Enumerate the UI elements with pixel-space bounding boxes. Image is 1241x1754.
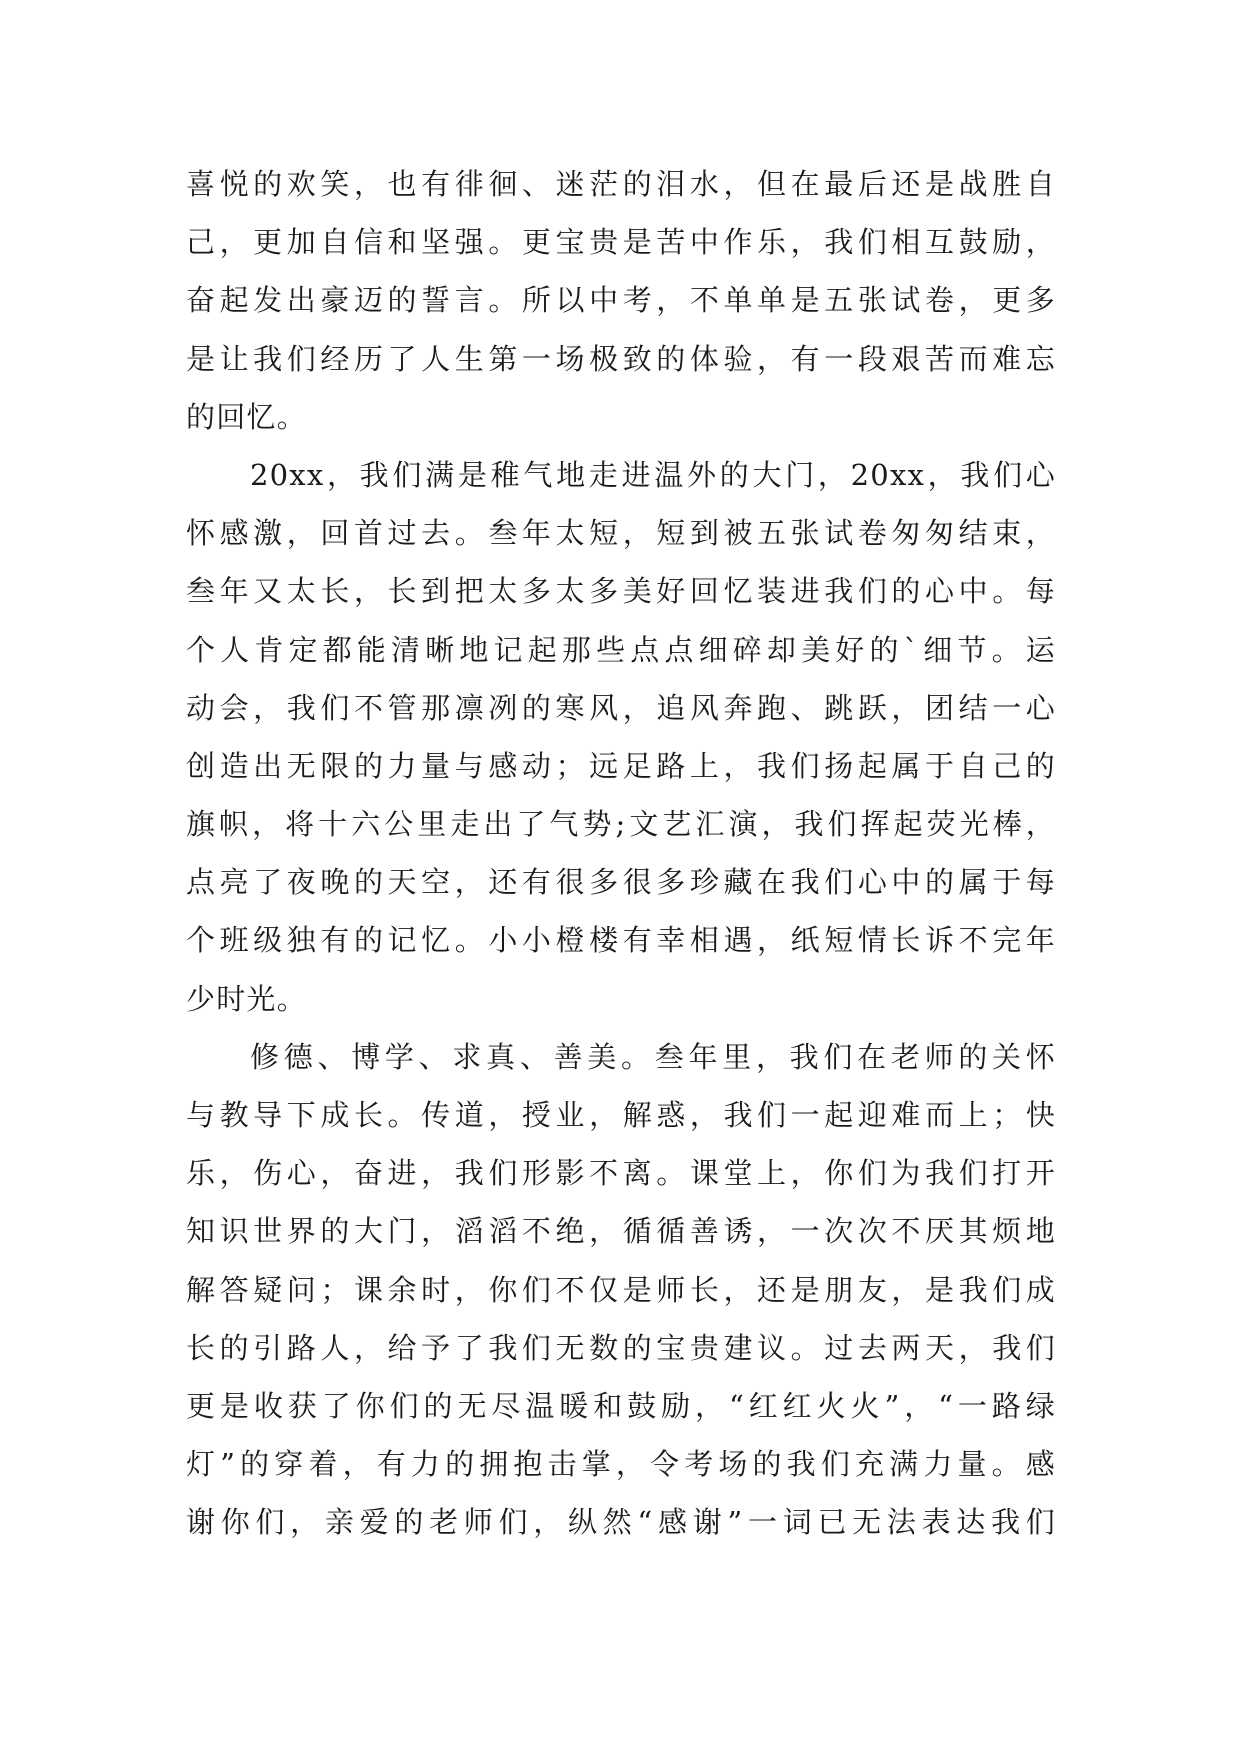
paragraph xyxy=(186,446,1056,1028)
text-line: 长的引路人，给予了我们无数的宝贵建议。过去两天，我们 xyxy=(186,1330,1056,1365)
text-line: 奋起发出豪迈的誓言。所以中考，不单单是五张试卷，更多 xyxy=(186,283,1056,318)
text-line: 个人肯定都能清晰地记起那些点点细碎却美好的`细节。运 xyxy=(186,632,1056,667)
text-line: 更是收获了你们的无尽温暖和鼓励，“红红火火”，“一路绿 xyxy=(186,1388,1056,1423)
text-line: 己，更加自信和坚强。更宝贵是苦中作乐，我们相互鼓励， xyxy=(186,225,1056,260)
text-line: 个班级独有的记忆。小小橙楼有幸相遇，纸短情长诉不完年 xyxy=(186,923,1056,958)
text-line: 动会，我们不管那凛冽的寒风，追风奔跑、跳跃，团结一心 xyxy=(186,690,1056,725)
text-line: 解答疑问；课余时，你们不仅是师长，还是朋友，是我们成 xyxy=(186,1272,1056,1307)
text-line: 怀感激，回首过去。叁年太短，短到被五张试卷匆匆结束， xyxy=(186,516,1056,551)
text-line: 乐，伤心，奋进，我们形影不离。课堂上，你们为我们打开 xyxy=(186,1156,1056,1191)
text-line: 灯”的穿着，有力的拥抱击掌，令考场的我们充满力量。感 xyxy=(186,1447,1056,1482)
text-line: 谢你们，亲爱的老师们，纵然“感谢”一词已无法表达我们 xyxy=(186,1505,1056,1540)
text-line: 创造出无限的力量与感动；远足路上，我们扬起属于自己的 xyxy=(186,748,1056,783)
text-line: 少时光。 xyxy=(186,981,307,1016)
text-line: 旗帜，将十六公里走出了气势;文艺汇演，我们挥起荧光棒， xyxy=(186,807,1056,842)
text-line: 与教导下成长。传道，授业，解惑，我们一起迎难而上；快 xyxy=(186,1098,1056,1132)
text-line: 20xx，我们满是稚气地走进温外的大门，20xx，我们心 xyxy=(250,457,1056,492)
text-line: 知识世界的大门，滔滔不绝，循循善诱，一次次不厌其烦地 xyxy=(186,1214,1056,1249)
text-line: 的回忆。 xyxy=(186,399,307,434)
text-line: 点亮了夜晚的天空，还有很多很多珍藏在我们心中的属于每 xyxy=(186,865,1056,900)
document-body xyxy=(186,155,1056,1552)
text-line: 是让我们经历了人生第一场极致的体验，有一段艰苦而难忘 xyxy=(186,341,1056,376)
text-line: 喜悦的欢笑，也有徘徊、迷茫的泪水，但在最后还是战胜自 xyxy=(186,167,1056,201)
paragraph xyxy=(186,1028,1056,1552)
paragraph xyxy=(186,155,1056,446)
text-line: 修德、博学、求真、善美。叁年里，我们在老师的关怀 xyxy=(250,1039,1056,1074)
text-line: 叁年又太长，长到把太多太多美好回忆装进我们的心中。每 xyxy=(186,574,1056,609)
